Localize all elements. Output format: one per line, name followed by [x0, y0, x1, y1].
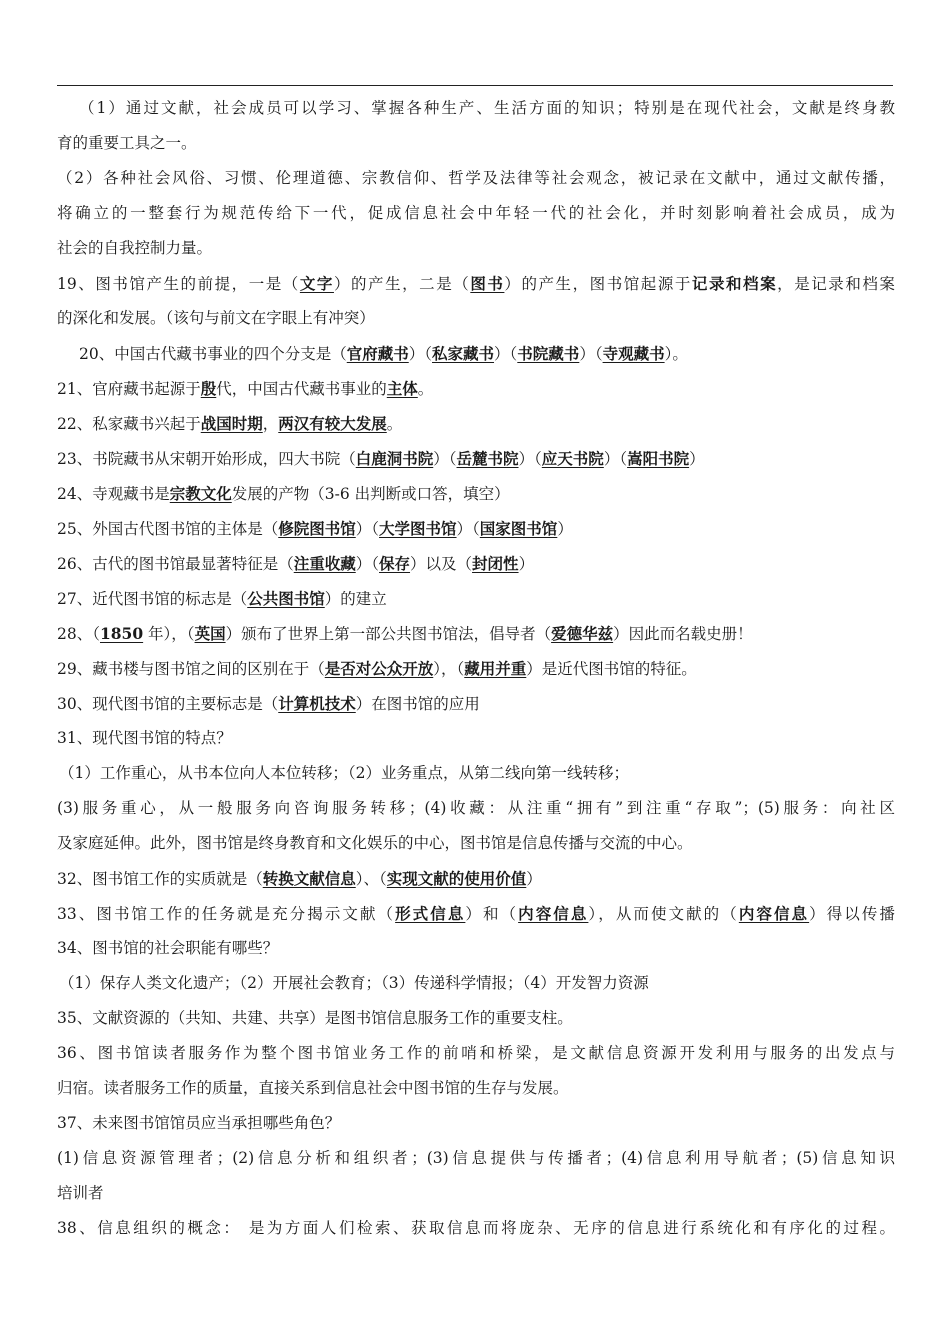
- line-text: ）在图书馆的应用: [355, 695, 480, 713]
- text-line: [57, 126, 895, 161]
- line-text: 23、书院藏书从宋朝开始形成，四大书院（: [57, 450, 356, 468]
- line-text: 38、信息组织的概念： 是为方面人们检索、获取信息而将庞杂、无序的信息进行系统化和有序化的过程。: [57, 1219, 895, 1237]
- line-text: ）: [518, 555, 535, 573]
- text-line: [57, 406, 895, 441]
- answer-text: 应天书院: [541, 449, 604, 468]
- text-line: [57, 1141, 895, 1176]
- line-text: ）以及（: [410, 555, 473, 573]
- line-text: 代，中国古代藏书事业的: [216, 380, 387, 398]
- line-text: 36、图书馆读者服务作为整个图书馆业务工作的前哨和桥梁，是文献信息资源开发利用与服务的出发点与: [57, 1044, 895, 1062]
- text-line: [57, 511, 895, 546]
- line-text: 28、（: [57, 625, 100, 643]
- line-text: 19、图书馆产生的前提，一是（: [57, 275, 300, 293]
- line-text: 。: [386, 415, 403, 433]
- answer-text: 爱德华兹: [551, 624, 614, 643]
- answer-text: 是否对公众开放: [324, 659, 434, 678]
- text-line: [57, 336, 895, 371]
- line-text: ）: [526, 870, 542, 888]
- line-text: ）是近代图书馆的特征。: [526, 660, 697, 678]
- text-line: [57, 581, 895, 616]
- answer-text: 私家藏书: [432, 344, 495, 363]
- answer-text: 公共图书馆: [247, 589, 325, 608]
- line-text: 年），（: [143, 625, 195, 643]
- answer-text: 岳麓书院: [456, 449, 519, 468]
- text-line: [57, 721, 895, 756]
- line-text: 培训者: [57, 1184, 104, 1202]
- text-line: [57, 1071, 895, 1106]
- text-line: [57, 196, 895, 231]
- line-text: 发展的产物（3-6 出判断或口答，填空）: [231, 485, 510, 503]
- line-text: ）的产生，二是（: [333, 275, 471, 293]
- text-line: [57, 91, 895, 126]
- answer-text: 内容信息: [738, 904, 810, 923]
- line-text: ）（: [494, 345, 518, 363]
- line-text: 育的重要工具之一。: [57, 134, 197, 152]
- line-text: 30、现代图书馆的主要标志是（: [57, 695, 279, 713]
- text-line: [57, 651, 895, 686]
- answer-text: 嵩阳书院: [627, 449, 690, 468]
- line-text: 社会的自我控制力量。: [57, 239, 213, 257]
- text-line: [57, 1106, 895, 1141]
- document-body: [57, 91, 895, 1246]
- line-text: 20、中国古代藏书事业的四个分支是（: [79, 345, 347, 363]
- line-text: (3)服务重心，从一般服务向咨询服务转移；(4)收藏：从注重“拥有”到注重“存取”；(5)服务：向社区: [57, 799, 895, 817]
- line-text: (1)信息资源管理者；(2)信息分析和组织者；(3)信息提供与传播者；(4)信息利用导航者；(5)信息知识: [57, 1149, 895, 1167]
- text-line: [57, 266, 895, 301]
- line-text: 24、寺观藏书是: [57, 485, 170, 503]
- answer-text: 封闭性: [472, 554, 519, 573]
- answer-text: 战国时期: [200, 414, 263, 433]
- answer-text: 官府藏书: [346, 344, 409, 363]
- line-text: ）（: [603, 450, 628, 468]
- text-line: [57, 476, 895, 511]
- line-text: ）。: [664, 345, 688, 363]
- line-text: 37、未来图书馆馆员应当承担哪些角色？: [57, 1114, 341, 1132]
- text-line: [57, 441, 895, 476]
- line-text: ）（: [579, 345, 603, 363]
- line-text: ）的产生，图书馆起源于: [504, 275, 692, 293]
- line-text: （2）各种社会风俗、习惯、伦理道德、宗教信仰、哲学及法律等社会观念，被记录在文献中，通过文献传播，: [57, 169, 895, 187]
- answer-text: 计算机技术: [278, 694, 356, 713]
- answer-text: 修院图书馆: [278, 519, 356, 538]
- line-text: ），（: [433, 660, 465, 678]
- text-line: [57, 931, 895, 966]
- text-line: [57, 1176, 895, 1211]
- answer-text: 藏用并重: [464, 659, 527, 678]
- line-text: 35、文献资源的（共知、共建、共享）是图书馆信息服务工作的重要支柱。: [57, 1009, 573, 1027]
- answer-text: 实现文献的使用价值: [386, 869, 527, 888]
- line-text: ）（: [408, 345, 433, 363]
- line-text: 归宿。读者服务工作的质量，直接关系到信息社会中图书馆的生存与发展。: [57, 1079, 569, 1097]
- line-text: 21、官府藏书起源于: [57, 380, 201, 398]
- answer-text: 内容信息: [518, 904, 589, 923]
- line-text: 。: [417, 380, 434, 398]
- line-text: ）和（: [465, 905, 519, 923]
- text-line: [57, 371, 895, 406]
- line-text: ）（: [355, 520, 380, 538]
- line-text: （1）保存人类文化遗产；（2）开展社会教育；（3）传递科学情报；（4）开发智力资源: [59, 974, 649, 992]
- line-text: 34、图书馆的社会职能有哪些？: [57, 939, 279, 957]
- line-text: 的深化和发展。（该句与前文在字眼上有冲突）: [57, 309, 375, 327]
- line-text: （1）通过文献，社会成员可以学习、掌握各种生产、生活方面的知识；特别是在现代社会，文献是终身教: [79, 99, 895, 117]
- answer-text: 主体: [386, 379, 418, 398]
- answer-text: 书院藏书: [517, 344, 580, 363]
- line-text: ）: [689, 450, 705, 468]
- line-text: ）因此而名载史册！: [613, 625, 753, 643]
- text-line: [57, 861, 895, 896]
- bold-text: 记录和档案: [691, 274, 778, 293]
- answer-text: 文字: [299, 274, 334, 293]
- text-line: [57, 966, 895, 1001]
- text-line: [57, 546, 895, 581]
- text-line: [57, 231, 895, 266]
- answer-text: 国家图书馆: [479, 519, 558, 538]
- line-text: 33、图书馆工作的任务就是充分揭示文献（: [57, 905, 396, 923]
- line-text: ）: [557, 520, 573, 538]
- line-text: 将确立的一整套行为规范传给下一代，促成信息社会中年轻一代的社会化，并时刻影响着社会成员，成为: [57, 204, 895, 222]
- answer-text: 注重收藏: [293, 554, 356, 573]
- line-text: ）颁布了世界上第一部公共图书馆法，倡导者（: [225, 625, 552, 643]
- line-text: 27、近代图书馆的标志是（: [57, 590, 248, 608]
- answer-text: 大学图书馆: [379, 519, 457, 538]
- line-text: ）、（: [355, 870, 387, 888]
- line-text: ）（: [433, 450, 457, 468]
- line-text: ），从而使文献的（: [588, 905, 739, 923]
- answer-text: 转换文献信息: [262, 869, 356, 888]
- line-text: ，: [262, 415, 279, 433]
- text-line: [57, 301, 895, 336]
- header-rule: [57, 85, 893, 86]
- line-text: 29、藏书楼与图书馆之间的区别在于（: [57, 660, 325, 678]
- answer-text: 两汉有较大发展: [278, 414, 387, 433]
- line-text: 及家庭延伸。此外，图书馆是终身教育和文化娱乐的中心，图书馆是信息传播与交流的中心。: [57, 834, 693, 852]
- line-text: 22、私家藏书兴起于: [57, 415, 201, 433]
- line-text: ）得以传播: [809, 905, 895, 923]
- answer-text: 1850: [99, 624, 144, 643]
- line-text: 26、古代的图书馆最显著特征是（: [57, 555, 294, 573]
- line-text: ）（: [456, 520, 480, 538]
- answer-text: 白鹿洞书院: [355, 449, 434, 468]
- text-line: [57, 686, 895, 721]
- text-line: [57, 1036, 895, 1071]
- text-line: [57, 161, 895, 196]
- line-text: 31、现代图书馆的特点？: [57, 729, 232, 747]
- text-line: [57, 826, 895, 861]
- text-line: [57, 896, 895, 931]
- line-text: 32、图书馆工作的实质就是（: [57, 870, 263, 888]
- text-line: [57, 791, 895, 826]
- line-text: ，是记录和档案: [777, 275, 895, 293]
- answer-text: 殷: [200, 379, 217, 398]
- line-text: 25、外国古代图书馆的主体是（: [57, 520, 279, 538]
- text-line: [57, 616, 895, 651]
- answer-text: 寺观藏书: [602, 344, 665, 363]
- line-text: ）（: [518, 450, 542, 468]
- answer-text: 宗教文化: [169, 484, 232, 503]
- line-text: ）（: [355, 555, 380, 573]
- line-text: ）的建立: [324, 590, 387, 608]
- answer-text: 形式信息: [395, 904, 466, 923]
- text-line: [57, 756, 895, 791]
- line-text: （1）工作重心，从书本位向人本位转移；（2）业务重点，从第二线向第一线转移；: [59, 764, 629, 782]
- answer-text: 保存: [379, 554, 411, 573]
- answer-text: 图书: [470, 274, 505, 293]
- text-line: [57, 1001, 895, 1036]
- text-line: [57, 1211, 895, 1246]
- answer-text: 英国: [194, 624, 226, 643]
